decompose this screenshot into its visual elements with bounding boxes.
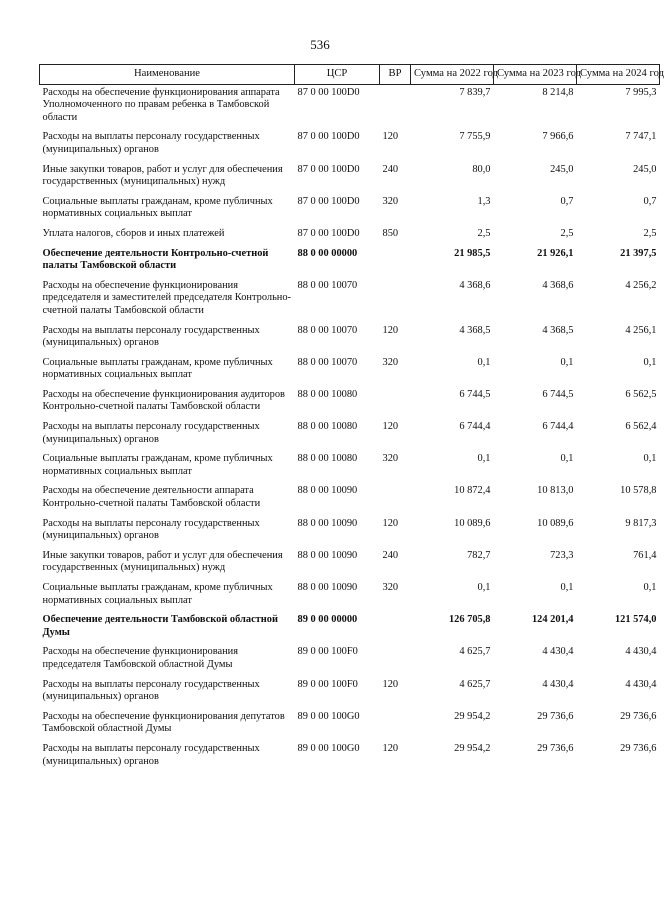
row-vr: 320 — [382, 453, 399, 465]
row-sum-2023: 6 744,4 — [542, 421, 574, 433]
row-sum-2023: 4 368,5 — [542, 324, 574, 336]
row-sum-2024: 761,4 — [633, 549, 657, 561]
row-sum-2023: 0,1 — [560, 356, 574, 368]
row-name: Расходы на выплаты персоналу государственных (муниципальных) органов — [42, 517, 260, 542]
row-sum-2022: 29 954,2 — [454, 710, 491, 722]
row-vr: 320 — [382, 195, 399, 207]
row-vr: 240 — [382, 549, 399, 561]
row-name: Расходы на обеспечение функционирования аудиторов Контрольно-счетной палаты Тамбовской области — [42, 388, 285, 413]
table-row — [40, 387, 660, 419]
row-name: Иные закупки товаров, работ и услуг для обеспечения государственных (муниципальных) нужд — [42, 549, 283, 574]
row-sum-2023: 10 089,6 — [537, 517, 574, 529]
row-sum-2022: 7 839,7 — [459, 86, 491, 98]
row-vr — [380, 483, 411, 515]
table-row — [40, 129, 660, 161]
row-sum-2024: 4 430,4 — [625, 678, 657, 690]
row-sum-2024: 6 562,5 — [625, 388, 657, 400]
row-csr: 89 0 00 100G0 — [297, 742, 360, 754]
row-sum-2022: 6 744,4 — [459, 421, 491, 433]
row-sum-2024: 4 256,2 — [625, 279, 657, 291]
row-sum-2023: 4 430,4 — [542, 646, 574, 658]
row-sum-2024: 2,5 — [643, 227, 657, 239]
row-sum-2023: 4 430,4 — [542, 678, 574, 690]
row-csr: 89 0 00 100G0 — [297, 710, 360, 722]
row-sum-2023: 29 736,6 — [537, 710, 574, 722]
header-2023: Сумма на 2023 год — [494, 65, 577, 85]
row-sum-2022: 21 985,5 — [454, 247, 491, 259]
row-csr: 88 0 00 10080 — [297, 388, 358, 400]
row-sum-2024: 121 574,0 — [614, 614, 657, 626]
row-sum-2022: 4 368,6 — [459, 279, 491, 291]
page-number: 536 — [310, 37, 330, 52]
row-sum-2023: 6 744,5 — [542, 388, 574, 400]
header-vr: ВР — [380, 65, 411, 85]
row-sum-2024: 7 747,1 — [625, 131, 657, 143]
row-sum-2022: 4 625,7 — [459, 678, 491, 690]
row-sum-2023: 29 736,6 — [537, 742, 574, 754]
header-name: Наименование — [40, 65, 295, 85]
row-sum-2022: 29 954,2 — [454, 742, 491, 754]
table-row — [40, 226, 660, 246]
row-csr: 89 0 00 100F0 — [297, 678, 358, 690]
table-row — [40, 644, 660, 676]
row-sum-2022: 0,1 — [477, 356, 491, 368]
row-csr: 87 0 00 100D0 — [297, 131, 360, 143]
row-sum-2024: 4 256,1 — [625, 324, 657, 336]
row-csr: 88 0 00 10090 — [297, 485, 358, 497]
header-csr: ЦСР — [295, 65, 380, 85]
row-vr — [380, 612, 411, 644]
row-sum-2024: 10 578,8 — [620, 485, 657, 497]
table-row — [40, 419, 660, 451]
row-csr: 87 0 00 100D0 — [297, 195, 360, 207]
row-vr: 850 — [382, 227, 399, 239]
row-vr — [380, 246, 411, 278]
row-sum-2024: 29 736,6 — [620, 710, 657, 722]
row-name: Социальные выплаты гражданам, кроме публичных нормативных социальных выплат — [42, 195, 273, 220]
row-sum-2024: 9 817,3 — [625, 517, 657, 529]
row-sum-2023: 21 926,1 — [537, 247, 574, 259]
row-sum-2024: 4 430,4 — [625, 646, 657, 658]
row-sum-2022: 0,1 — [477, 582, 491, 593]
row-name: Расходы на обеспечение функционирования председателя и заместителей председателя Контрольно-счетной палаты Тамбовской области — [42, 279, 292, 316]
row-sum-2023: 2,5 — [560, 227, 574, 239]
table-row — [40, 516, 660, 548]
row-sum-2024: 245,0 — [633, 163, 657, 175]
row-csr: 88 0 00 10080 — [297, 421, 358, 433]
row-sum-2023: 124 201,4 — [531, 614, 574, 626]
table-row — [40, 84, 660, 129]
row-vr: 320 — [382, 582, 399, 593]
row-sum-2022: 7 755,9 — [459, 131, 491, 143]
table-row — [40, 162, 660, 194]
row-csr: 88 0 00 10070 — [297, 324, 358, 336]
row-csr: 88 0 00 10090 — [297, 549, 358, 561]
row-sum-2023: 723,3 — [550, 549, 574, 561]
row-name: Расходы на обеспечение функционирования депутатов Тамбовской областной Думы — [42, 710, 285, 735]
header-2022: Сумма на 2022 год — [411, 65, 494, 85]
row-sum-2024: 29 736,6 — [620, 742, 657, 754]
row-vr: 240 — [382, 163, 399, 175]
row-name: Иные закупки товаров, работ и услуг для обеспечения государственных (муниципальных) нужд — [42, 163, 283, 188]
table-header — [40, 65, 664, 85]
row-sum-2024: 0,1 — [643, 453, 657, 465]
row-name: Расходы на выплаты персоналу государственных (муниципальных) органов — [42, 742, 260, 767]
row-sum-2022: 126 705,8 — [448, 614, 491, 626]
row-sum-2022: 6 744,5 — [459, 388, 491, 400]
row-sum-2023: 8 214,8 — [542, 86, 574, 98]
row-sum-2023: 7 966,6 — [542, 131, 574, 143]
row-csr: 89 0 00 00000 — [297, 614, 358, 626]
row-sum-2022: 4 625,7 — [459, 646, 491, 658]
row-vr: 120 — [382, 131, 399, 143]
row-csr: 88 0 00 00000 — [297, 247, 358, 259]
table-row — [40, 483, 660, 515]
table-row — [40, 194, 660, 226]
row-csr: 88 0 00 10090 — [297, 582, 358, 593]
row-name: Расходы на обеспечение функционирования председателя Тамбовской областной Думы — [42, 646, 238, 670]
row-vr: 120 — [382, 742, 399, 754]
row-csr: 87 0 00 100D0 — [297, 227, 360, 239]
row-csr: 89 0 00 100F0 — [297, 646, 358, 658]
row-name: Обеспечение деятельности Контрольно-счетной палаты Тамбовской области — [42, 247, 269, 272]
row-sum-2024: 6 562,4 — [625, 421, 657, 433]
row-name: Обеспечение деятельности Тамбовской областной Думы — [42, 614, 278, 638]
row-name: Расходы на выплаты персоналу государственных (муниципальных) органов — [42, 678, 260, 703]
row-name: Социальные выплаты гражданам, кроме публичных нормативных социальных выплат — [42, 453, 273, 477]
row-name: Социальные выплаты гражданам, кроме публичных нормативных социальных выплат — [42, 582, 273, 606]
row-sum-2023: 0,1 — [560, 582, 574, 593]
row-name: Расходы на выплаты персоналу государственных (муниципальных) органов — [42, 324, 260, 349]
row-vr — [380, 387, 411, 419]
row-csr: 88 0 00 10090 — [297, 517, 358, 529]
table-row — [40, 677, 660, 709]
row-csr: 88 0 00 10080 — [297, 453, 358, 465]
table-body — [40, 84, 660, 773]
row-vr: 120 — [382, 421, 399, 433]
row-vr — [380, 84, 411, 129]
row-csr: 88 0 00 10070 — [297, 279, 358, 291]
row-sum-2024: 0,7 — [643, 195, 657, 207]
table-row — [40, 246, 660, 278]
row-sum-2024: 7 995,3 — [625, 86, 657, 98]
row-name: Уплата налогов, сборов и иных платежей — [42, 227, 225, 239]
table-row — [40, 278, 660, 323]
row-sum-2022: 10 089,6 — [454, 517, 491, 529]
row-vr: 120 — [382, 517, 399, 529]
table-row — [40, 323, 660, 355]
budget-table — [39, 64, 664, 773]
row-sum-2023: 4 368,6 — [542, 279, 574, 291]
row-vr — [380, 709, 411, 741]
row-vr — [380, 278, 411, 323]
table-row — [40, 612, 660, 644]
header-2024: Сумма на 2024 год — [577, 65, 660, 85]
row-name: Социальные выплаты гражданам, кроме публичных нормативных социальных выплат — [42, 356, 273, 381]
row-sum-2022: 10 872,4 — [454, 485, 491, 497]
row-name: Расходы на выплаты персоналу государственных (муниципальных) органов — [42, 421, 260, 445]
table-row — [40, 451, 660, 483]
row-vr: 320 — [382, 356, 399, 368]
row-sum-2022: 2,5 — [477, 227, 491, 239]
table-row — [40, 355, 660, 387]
row-csr: 87 0 00 100D0 — [297, 86, 360, 98]
table-row — [40, 580, 660, 612]
table-row — [40, 548, 660, 580]
row-name: Расходы на обеспечение функционирования аппарата Уполномоченного по правам ребенка в Тамбовской области — [42, 86, 280, 123]
table-row — [40, 709, 660, 741]
row-vr: 120 — [382, 324, 399, 336]
row-sum-2022: 1,3 — [477, 195, 491, 207]
row-name: Расходы на обеспечение деятельности аппарата Контрольно-счетной палаты Тамбовской области — [42, 485, 261, 510]
row-vr — [380, 644, 411, 676]
row-sum-2023: 10 813,0 — [537, 485, 574, 497]
row-sum-2024: 21 397,5 — [620, 247, 657, 259]
row-sum-2023: 245,0 — [550, 163, 574, 175]
row-sum-2022: 80,0 — [472, 163, 491, 175]
row-sum-2022: 0,1 — [477, 453, 491, 465]
row-sum-2023: 0,1 — [560, 453, 574, 465]
row-csr: 88 0 00 10070 — [297, 356, 358, 368]
row-sum-2022: 782,7 — [467, 549, 491, 561]
row-sum-2023: 0,7 — [560, 195, 574, 207]
table-row — [40, 741, 660, 773]
row-sum-2024: 0,1 — [643, 356, 657, 368]
row-name: Расходы на выплаты персоналу государственных (муниципальных) органов — [42, 131, 260, 155]
row-sum-2024: 0,1 — [643, 582, 657, 593]
row-vr: 120 — [382, 678, 399, 690]
row-sum-2022: 4 368,5 — [459, 324, 491, 336]
row-csr: 87 0 00 100D0 — [297, 163, 360, 175]
